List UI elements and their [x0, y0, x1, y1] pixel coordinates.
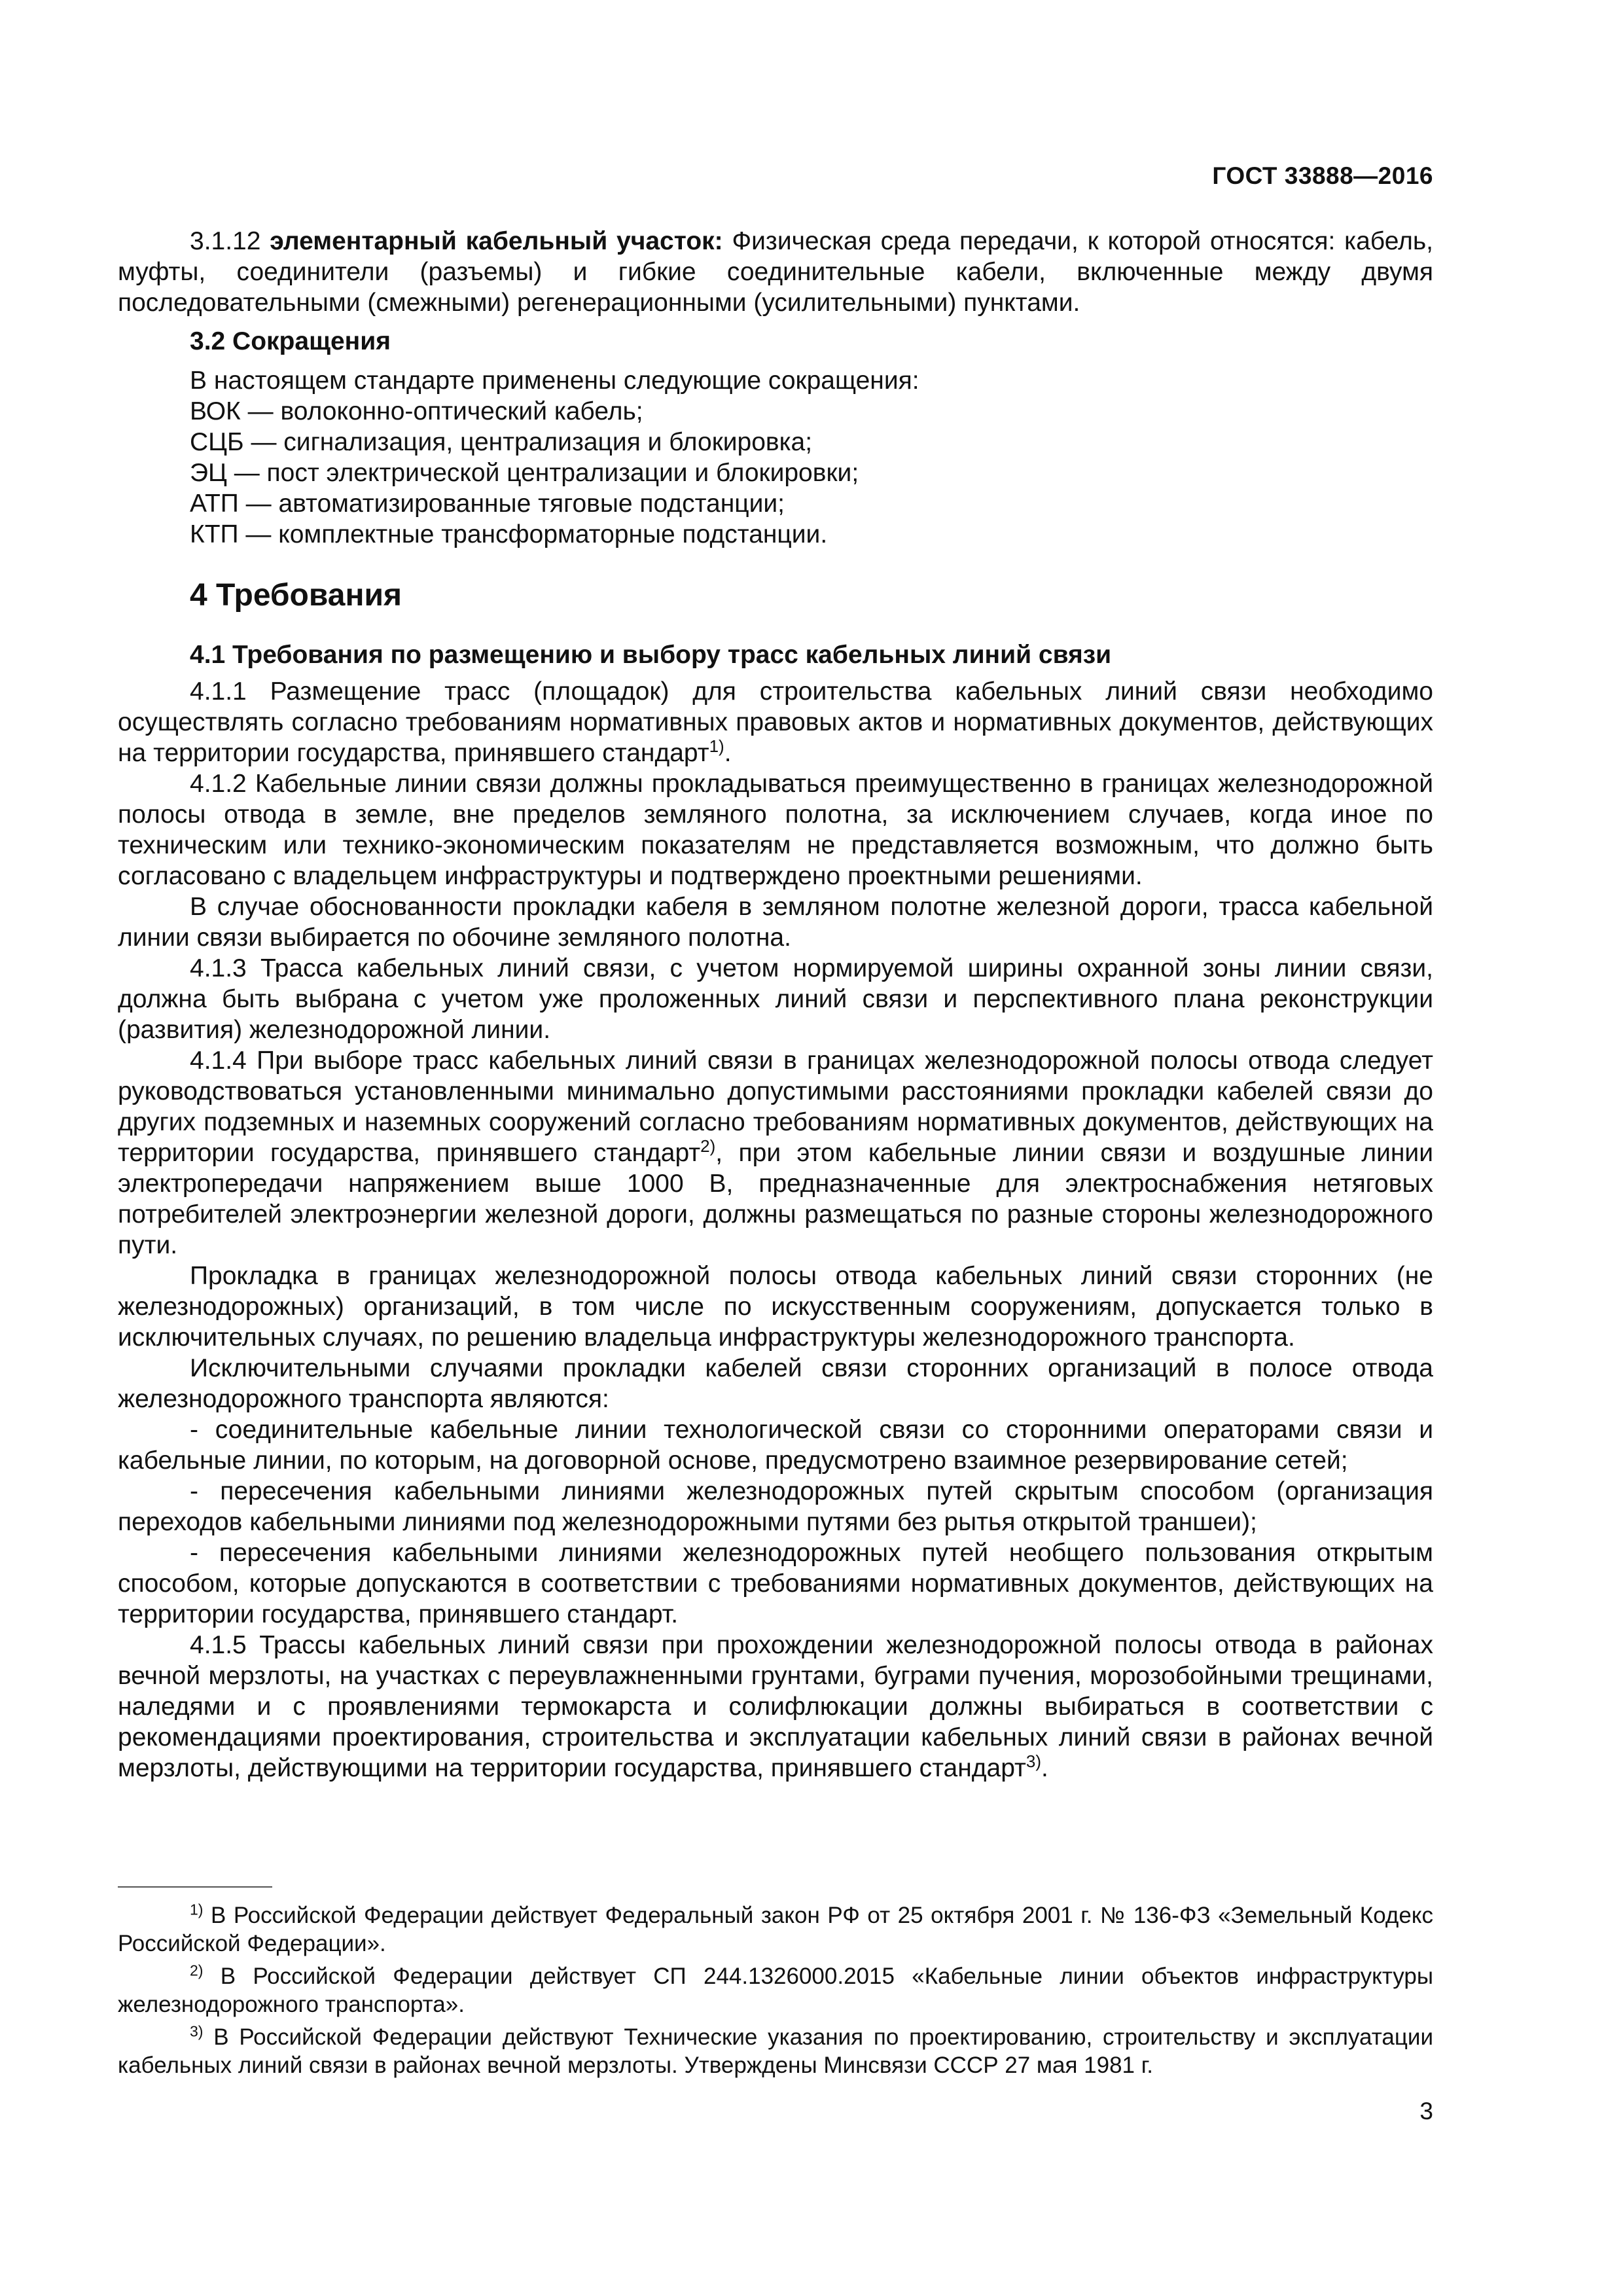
exception-list-item: - пересечения кабельными линиями железнодорожных путей необщего пользования открытым способом, которые допускаются в соответствии с требованиями нормативных документов, действующих на территории государства, принявшего стандарт. [118, 1539, 1433, 1628]
footnote-1: $^{1)}$ В Российской Федерации действует Федеральный закон РФ от 25 октября 2001 г. № 136-ФЗ «Земельный Кодекс Российской Федерации». [118, 1901, 1433, 1956]
section-4-1-heading: 4.1 Требования по размещению и выбору трасс кабельных линий связи [190, 641, 1112, 669]
section-4-heading: 4 Требования [190, 578, 402, 613]
footnote-ref-1[interactable]: 1) [709, 736, 724, 756]
abbreviation-item: ЭЦ — пост электрической централизации и блокировки; [190, 459, 859, 487]
abbreviation-item: ВОК — волоконно-оптический кабель; [190, 397, 643, 425]
exception-list-item: - соединительные кабельные линии технологической связи со сторонними операторами связи и кабельные линии, по которым, на договорной основе, предусмотрено взаимное резервирование сетей; [118, 1416, 1433, 1475]
exception-list-item: - пересечения кабельными линиями железнодорожных путей скрытым способом (организация переходов кабельными линиями под железнодорожными путями без рытья открытой траншеи); [118, 1477, 1433, 1536]
definition-text: Физическая среда передачи, к которой относятся: кабель, муфты, соединители (разъемы) и гибкие соединительные кабели, включенные между двумя последовательными (смежными) регенерационными (усилительными) пунктами. [118, 227, 1433, 317]
footnote-3: $^{3)}$ В Российской Федерации действуют Технические указания по проектированию, строительству и эксплуатации кабельных линий связи в районах вечной мерзлоты. Утверждены Минсвязи СССР 27 мая 1981 г. [118, 2022, 1433, 2078]
abbreviation-item: АТП — автоматизированные тяговые подстанции; [190, 490, 785, 518]
footnote-mark: 2) [190, 1962, 204, 1979]
abbreviations-intro: В настоящем стандарте применены следующие сокращения: [190, 367, 919, 395]
paragraph-4-1-1: 4.1.1 Размещение трасс (площадок) для строительства кабельных линий связи необходимо осуществлять согласно требованиям нормативных правовых актов и нормативных документов, действующих на территории государства, принявшего стандарт$^{1)}$. [118, 677, 1433, 767]
abbreviation-item: СЦБ — сигнализация, централизация и блокировка; [190, 428, 813, 456]
paragraph-4-1-4-exceptions: Исключительными случаями прокладки кабелей связи сторонних организаций в полосе отвода железнодорожного транспорта являются: [118, 1354, 1433, 1413]
paragraph-4-1-4-third-party: Прокладка в границах железнодорожной полосы отвода кабельных линий связи сторонних (не железнодорожных) организаций, в том числе по искусственным сооружениям, допускается только в исключительных случаях, по решению владельца инфраструктуры железнодорожного транспорта. [118, 1262, 1433, 1352]
paragraph-4-1-3: 4.1.3 Трасса кабельных линий связи, с учетом нормируемой ширины охранной зоны линии связи, должна быть выбрана с учетом уже проложенных линий связи и перспективного плана реконструкции (развития) железнодорожной линии. [118, 954, 1433, 1044]
section-3-2-heading: 3.2 Сокращения [190, 327, 391, 355]
footnote-ref-3[interactable]: 3) [1026, 1751, 1042, 1771]
document-header: ГОСТ 33888—2016 [1212, 162, 1433, 189]
footnote-ref-2[interactable]: 2) [700, 1136, 716, 1156]
footnote-2: $^{2)}$ В Российской Федерации действует СП 244.1326000.2015 «Кабельные линии объектов инфраструктуры железнодорожного транспорта». [118, 1962, 1433, 2017]
document-body [118, 226, 1433, 1784]
paragraph-4-1-2: 4.1.2 Кабельные линии связи должны прокладываться преимущественно в границах железнодорожной полосы отвода в земле, вне пределов земляного полотна, за исключением случаев, когда иное по техническим или технико-экономическим показателям не представляется возможным, что должно быть согласовано с владельцем инфраструктуры и подтверждено проектными решениями. [118, 770, 1433, 890]
page-number: 3 [1419, 2098, 1433, 2125]
paragraph-4-1-5: 4.1.5 Трассы кабельных линий связи при прохождении железнодорожной полосы отвода в районах вечной мерзлоты, на участках с переувлажненными грунтами, буграми пучения, морозобойными трещинами, наледями и с проявлениями термокарста и солифлюкации должны выбираться в соответствии с рекомендациями проектирования, строительства и эксплуатации кабельных линий связи в районах вечной мерзлоты, действующими на территории государства, принявшего стандарт$^{3)}$. [118, 1631, 1433, 1782]
definition-3-1-12 [118, 226, 1433, 318]
footnote-mark: 3) [190, 2022, 204, 2040]
definition-term: элементарный кабельный участок: [270, 227, 723, 255]
paragraph-4-1-4: 4.1.4 При выборе трасс кабельных линий связи в границах железнодорожной полосы отвода следует руководствоваться установленными минимально допустимыми расстояниями прокладки кабелей связи до других подземных и наземных сооружений согласно требованиям нормативных документов, действующих на территории государства, принявшего стандарт$^{2)}$, при этом кабельные линии связи и воздушные линии электропередачи напряжением выше 1000 В, предназначенные для электроснабжения нетяговых потребителей электроэнергии железной дороги, должны размещаться по разные стороны железнодорожного пути. [118, 1047, 1433, 1259]
abbreviation-item: КТП — комплектные трансформаторные подстанции. [190, 520, 828, 548]
footnote-divider [118, 1886, 272, 1888]
footnotes [118, 1901, 1433, 2084]
paragraph-4-1-2-continued: В случае обоснованности прокладки кабеля в земляном полотне железной дороги, трасса кабельной линии связи выбирается по обочине земляного полотна. [118, 893, 1433, 952]
footnote-mark: 1) [190, 1901, 204, 1918]
definition-number: 3.1.12 [190, 227, 261, 255]
